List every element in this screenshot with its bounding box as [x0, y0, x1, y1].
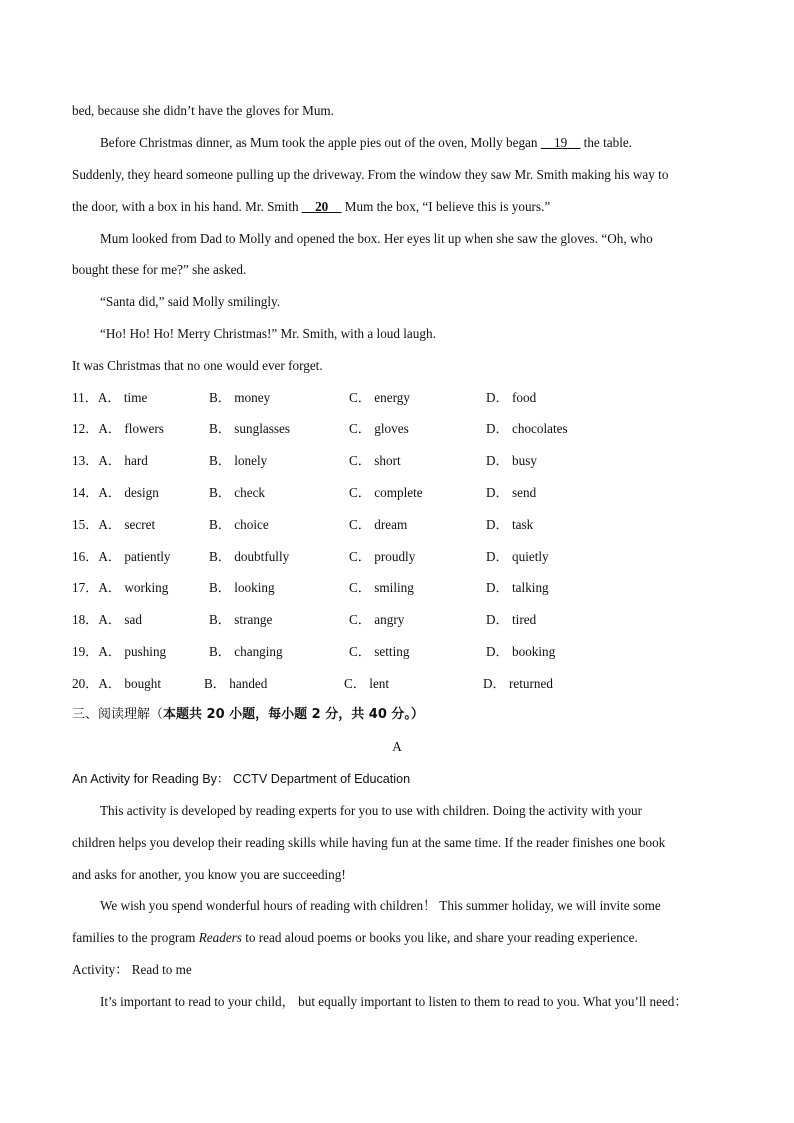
option-d: D． busy	[486, 453, 537, 468]
reading-line: We wish you spend wonderful hours of reading with children！ This summer holiday, we will invite some	[100, 898, 661, 913]
reading-text: families to the program	[72, 930, 199, 945]
option-b: B． strange	[209, 612, 273, 627]
passage-text: the door, with a box in his hand. Mr. Smith	[72, 199, 302, 214]
option-a: 11．A． time	[72, 390, 148, 405]
question-row-11	[72, 389, 732, 407]
option-b: B． money	[209, 390, 271, 405]
option-d: D． tired	[486, 612, 537, 627]
option-a: 13．A． hard	[72, 453, 148, 468]
option-c: C． setting	[349, 644, 410, 659]
option-b: B． check	[209, 485, 266, 500]
option-c: C． energy	[349, 390, 410, 405]
reading-line	[72, 929, 638, 947]
option-a: 20．A． bought	[72, 676, 162, 691]
passage-text: Before Christmas dinner, as Mum took the apple pies out of the oven, Molly began	[100, 135, 541, 150]
question-row-13	[72, 452, 732, 470]
option-c: C． lent	[344, 676, 390, 691]
option-a: 18．A． sad	[72, 612, 142, 627]
passage-line: “Santa did,” said Molly smilingly.	[100, 294, 281, 309]
option-a: 12．A． flowers	[72, 421, 164, 436]
passage-line: Suddenly, they heard someone pulling up the driveway. From the window they saw Mr. Smith making his way to	[72, 167, 669, 182]
section-heading	[72, 706, 424, 724]
reading-line: and asks for another, you know you are succeeding!	[72, 867, 346, 882]
reading-text: to read aloud poems or books you like, and share your reading experience.	[241, 930, 638, 945]
option-a: 19．A． pushing	[72, 644, 167, 659]
question-row-18	[72, 611, 732, 629]
passage-text: the table.	[580, 135, 633, 150]
section-heading-detail: 本题共 20 小题，每小题 2 分，共 40 分。）	[163, 707, 424, 722]
option-c: C． proudly	[349, 549, 416, 564]
passage-line: bought these for me?” she asked.	[72, 262, 247, 277]
option-d: D． talking	[486, 580, 549, 595]
option-b: B． looking	[209, 580, 275, 595]
activity-label: Activity： Read to me	[72, 962, 192, 977]
passage-line: “Ho! Ho! Ho! Merry Christmas!” Mr. Smith, with a loud laugh.	[100, 326, 436, 341]
option-a: 16．A． patiently	[72, 549, 171, 564]
option-d: D． booking	[486, 644, 556, 659]
option-c: C． dream	[349, 517, 408, 532]
question-row-17	[72, 579, 732, 597]
option-d: D． food	[486, 390, 537, 405]
program-name: Readers	[198, 930, 242, 945]
option-c: C． angry	[349, 612, 405, 627]
option-b: B． lonely	[209, 453, 268, 468]
option-c: C． gloves	[349, 421, 409, 436]
option-b: B． choice	[209, 517, 269, 532]
question-row-14	[72, 484, 732, 502]
option-d: D． returned	[483, 676, 553, 691]
option-c: C． short	[349, 453, 401, 468]
option-c: C． smiling	[349, 580, 414, 595]
option-a: 17．A． working	[72, 580, 169, 595]
option-d: D． send	[486, 485, 537, 500]
passage-line	[72, 198, 550, 216]
option-b: B． handed	[204, 676, 268, 691]
question-row-12	[72, 420, 732, 438]
question-row-16	[72, 548, 732, 566]
passage-text: Mum the box, “I believe this is yours.”	[341, 199, 551, 214]
article-title: An Activity for Reading By： CCTV Department of Education	[72, 772, 411, 786]
reading-line: It’s important to read to your child， but equally important to listen to them to read to you. What you’ll need：	[100, 994, 688, 1009]
option-c: C． complete	[349, 485, 423, 500]
option-d: D． task	[486, 517, 534, 532]
passage-line: Mum looked from Dad to Molly and opened the box. Her eyes lit up when she saw the gloves. “Oh, who	[100, 231, 653, 246]
option-b: B． changing	[209, 644, 283, 659]
option-d: D． chocolates	[486, 421, 568, 436]
option-b: B． sunglasses	[209, 421, 290, 436]
blank-20: __20__	[301, 199, 342, 214]
blank-19: __19__	[540, 135, 581, 150]
part-label: A	[392, 739, 402, 754]
option-b: B． doubtfully	[209, 549, 290, 564]
section-heading-label: 三、阅读理解（	[72, 707, 164, 722]
passage-line: It was Christmas that no one would ever forget.	[72, 358, 323, 373]
question-row-19	[72, 643, 732, 661]
passage-line	[100, 134, 632, 152]
question-row-20	[72, 675, 732, 693]
passage-line: bed, because she didn’t have the gloves for Mum.	[72, 103, 334, 118]
reading-line: This activity is developed by reading experts for you to use with children. Doing the activity with your	[100, 803, 643, 818]
option-d: D． quietly	[486, 549, 549, 564]
reading-line: children helps you develop their reading skills while having fun at the same time. If the reader finishes one book	[72, 835, 666, 850]
option-a: 14．A． design	[72, 485, 159, 500]
question-row-15	[72, 516, 732, 534]
option-a: 15．A． secret	[72, 517, 156, 532]
